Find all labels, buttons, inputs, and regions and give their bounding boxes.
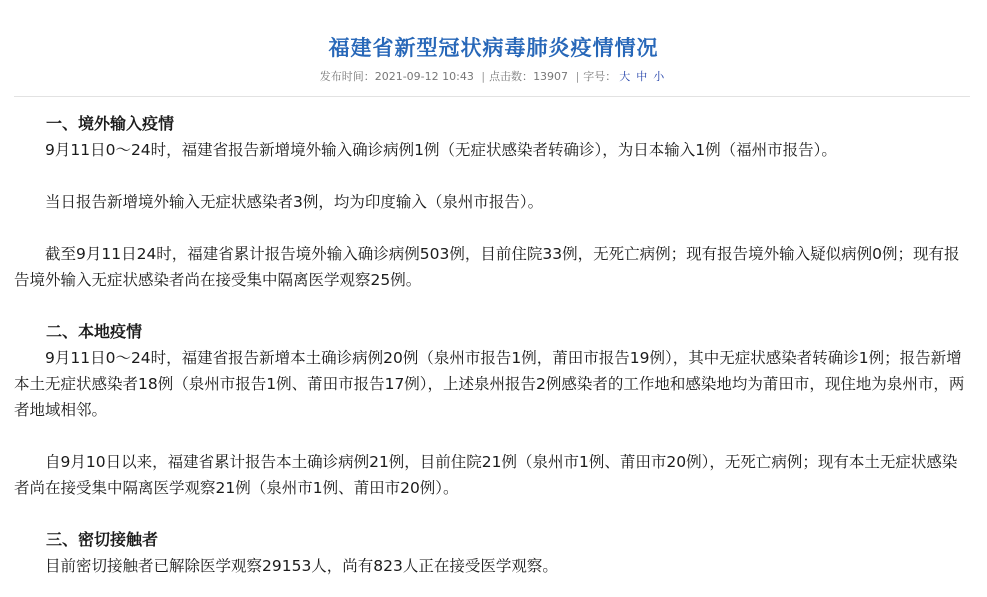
article-meta: [0, 68, 987, 86]
meta-separator: |: [575, 70, 580, 83]
paragraph-local-new-confirmed: 9月11日0～24时，福建省报告新增本土确诊病例20例（泉州市报告1例，莆田市报告19例），其中无症状感染者转确诊1例；报告新增本土无症状感染者18例（泉州市报告1例、莆田市报告17例），上述泉州报告2例感染者的工作地和感染地均为莆田市，现住地为泉州市，两者地域相邻。: [14, 349, 965, 419]
click-count-label: 点击数：: [489, 70, 534, 83]
section-heading-overseas: 一、境外输入疫情: [46, 114, 175, 133]
paragraph-local-cumulative: 自9月10日以来，福建省累计报告本土确诊病例21例，目前住院21例（泉州市1例、莆田市20例），无死亡病例；现有本土无症状感染者尚在接受集中隔离医学观察21例（泉州市1例、莆田市20例）。: [14, 453, 958, 497]
font-size-small-link[interactable]: 小: [653, 70, 665, 83]
section-heading-close-contacts: 三、密切接触者: [46, 530, 159, 549]
paragraph-overseas-new-confirmed: 9月11日0～24时，福建省报告新增境外输入确诊病例1例（无症状感染者转确诊），为日本输入1例（福州市报告）。: [45, 141, 837, 159]
meta-separator: |: [481, 70, 486, 83]
publish-time: 2021-09-12 10:43: [374, 70, 474, 83]
article-title: 福建省新型冠状病毒肺炎疫情情况: [328, 36, 659, 61]
paragraph-overseas-asymptomatic: 当日报告新增境外输入无症状感染者3例，均为印度输入（泉州市报告）。: [45, 193, 544, 211]
click-count: 13907: [533, 70, 569, 83]
font-size-large-link[interactable]: 大: [619, 70, 631, 83]
article-body: [14, 111, 970, 579]
section-heading-local: 二、本地疫情: [46, 322, 143, 341]
paragraph-overseas-cumulative: 截至9月11日24时，福建省累计报告境外输入确诊病例503例，目前住院33例，无死亡病例；现有报告境外输入疑似病例0例；现有报告境外输入无症状感染者尚在接受集中隔离医学观察25例。: [14, 245, 960, 289]
paragraph-close-contacts: 目前密切接触者已解除医学观察29153人，尚有823人正在接受医学观察。: [45, 557, 558, 575]
font-size-label: 字号：: [583, 70, 617, 83]
title-divider: [14, 96, 970, 97]
publish-time-label: 发布时间：: [319, 70, 375, 83]
font-size-medium-link[interactable]: 中: [636, 70, 648, 83]
